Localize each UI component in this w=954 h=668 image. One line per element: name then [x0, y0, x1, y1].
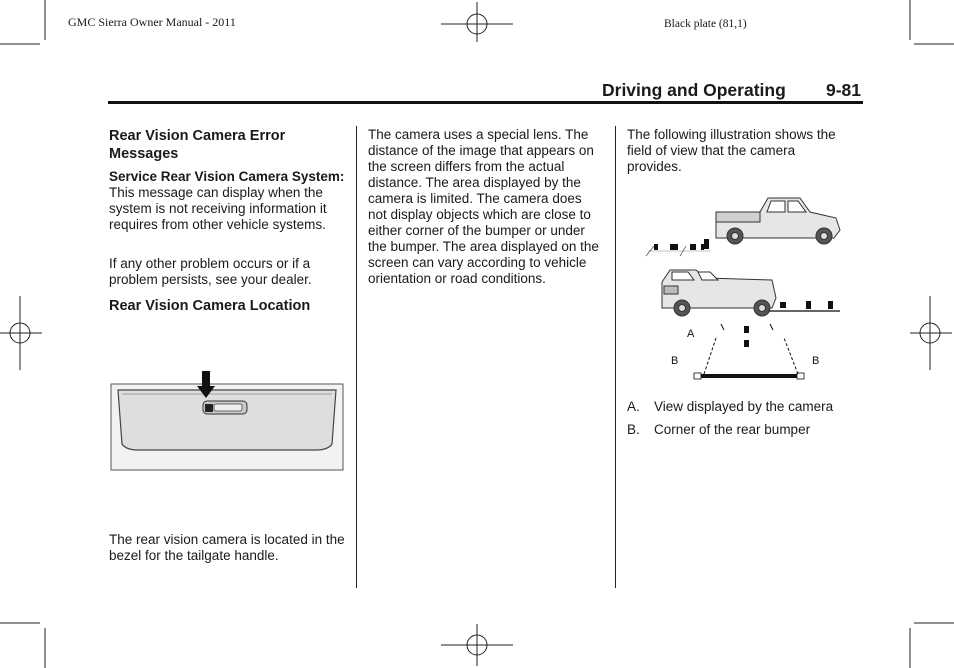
heading-error-messages: Rear Vision Camera Error Messages [109, 128, 286, 162]
legend-item-b [627, 422, 811, 438]
message-description: This message can display when the system is not receiving information it requires from other vehicle systems. [109, 185, 327, 232]
truck-front-view [662, 270, 776, 316]
legend-key: B. [627, 422, 640, 437]
label-b-right: B [812, 355, 820, 367]
message-name: Service Rear Vision Camera System: [109, 169, 345, 184]
error-message-paragraph [109, 169, 349, 233]
location-caption: The rear vision camera is located in the bezel for the tailgate handle. [109, 532, 345, 563]
tailgate-camera-illustration [108, 368, 346, 474]
dealer-paragraph: If any other problem occurs or if a problem persists, see your dealer. [109, 256, 312, 287]
legend-text: Corner of the rear bumper [654, 422, 811, 437]
rear-bumper-bar [701, 374, 797, 378]
camera-lens-paragraph: The camera uses a special lens. The distance of the image that appears on the screen differs from the actual distance. The area displayed by the camera is limited. The camera does not display objects which are close to either corner of the bumper or under the bumper. The area displayed on the screen can vary according to vehicle orientation or road conditions. [368, 127, 599, 286]
header-rule [108, 101, 863, 104]
legend-text: View displayed by the camera [654, 399, 834, 414]
legend-key: A. [627, 399, 640, 414]
column-divider-1 [356, 126, 357, 588]
column-divider-2 [615, 126, 616, 588]
field-of-view-lines [704, 338, 798, 374]
illustration-intro: The following illustration shows the field of view that the camera provides. [627, 127, 836, 174]
label-a: A [687, 328, 695, 340]
section-title: Driving and Operating [602, 80, 786, 100]
manual-title: GMC Sierra Owner Manual - 2011 [68, 15, 236, 29]
field-of-view-diagram [640, 190, 850, 386]
truck-side-view-top [716, 198, 840, 244]
label-b-left: B [671, 355, 679, 367]
plate-label: Black plate (81,1) [664, 18, 747, 30]
legend-item-a [627, 399, 834, 415]
heading-camera-location: Rear Vision Camera Location [109, 298, 311, 314]
page-number: 9-81 [826, 80, 862, 100]
